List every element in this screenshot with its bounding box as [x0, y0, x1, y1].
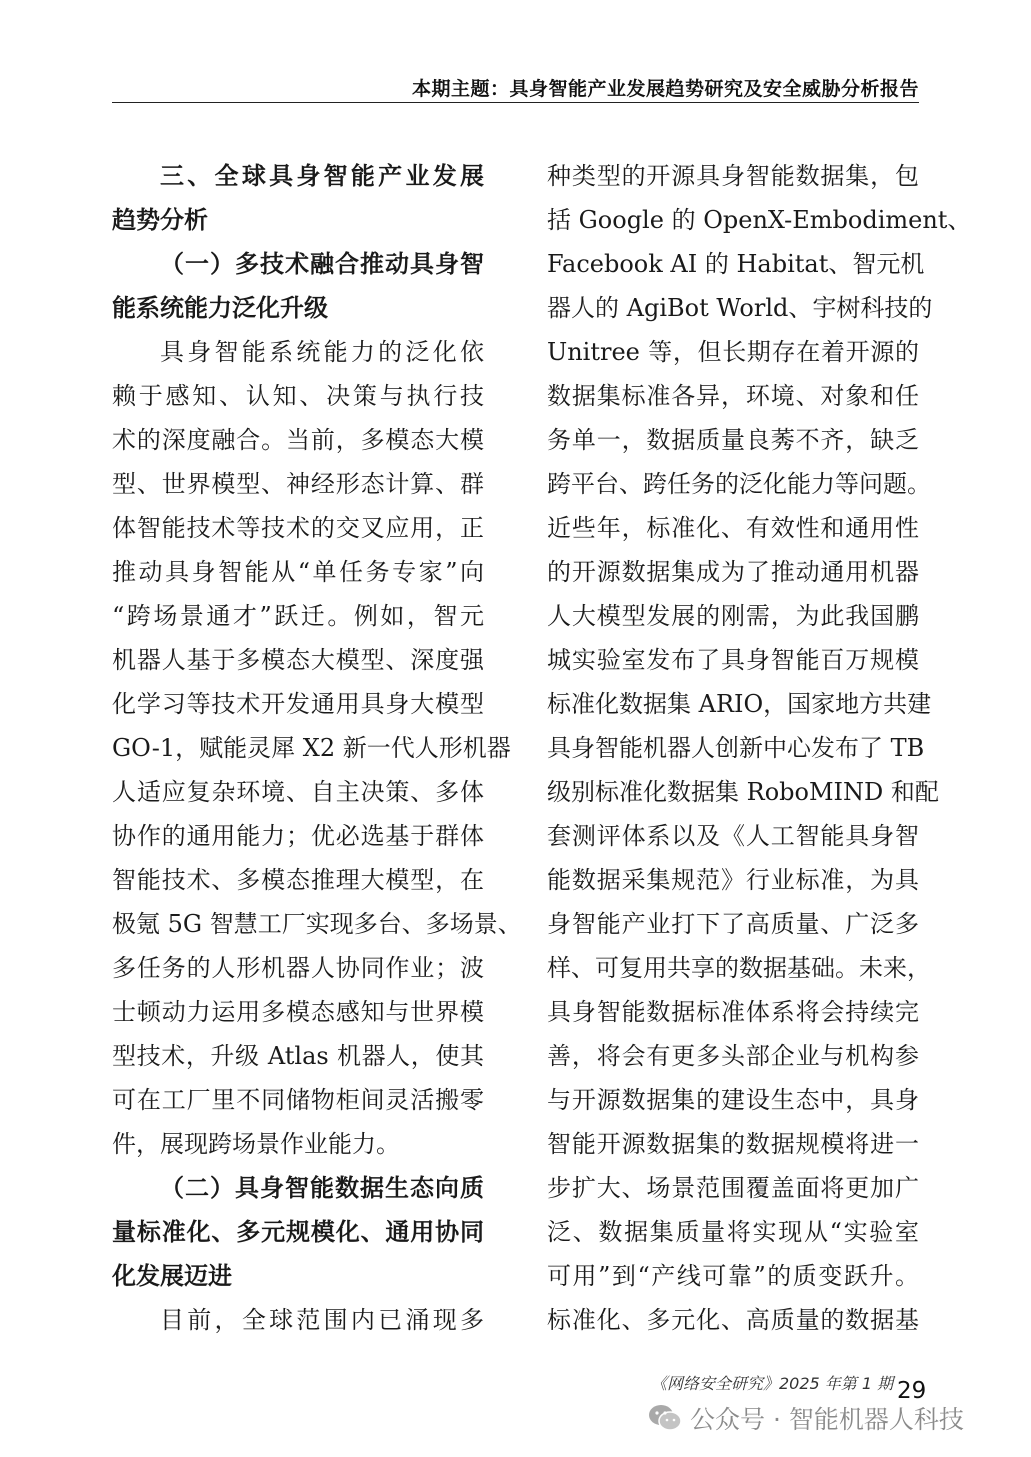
- text-line: 趋势分析: [112, 206, 208, 234]
- text-line: 近些年，标准化、有效性和通用性: [547, 514, 919, 542]
- journal-name: 《网络安全研究》2025 年第 1 期: [651, 1374, 894, 1393]
- text-line: 级别标准化数据集 RoboMIND 和配: [547, 778, 939, 806]
- text-line: 与开源数据集的建设生态中，具身: [547, 1086, 919, 1114]
- text-line: 数据集标准各异，环境、对象和任: [547, 382, 919, 410]
- text-line: 器人的 AgiBot World、宇树科技的: [547, 294, 933, 322]
- text-line: 套测评体系以及《人工智能具身智: [547, 822, 919, 850]
- page-number: 29: [897, 1378, 927, 1404]
- watermark: [648, 1400, 964, 1436]
- text-line: 务单一，数据质量良莠不齐，缺乏: [547, 426, 919, 454]
- text-line: 术的深度融合。当前，多模态大模: [112, 426, 484, 454]
- text-line: 量标准化、多元规模化、通用协同: [112, 1218, 484, 1246]
- text-line: 多任务的人形机器人协同作业；波: [112, 954, 484, 982]
- text-line: 智能开源数据集的数据规模将进一: [547, 1130, 919, 1158]
- text-line: 人大模型发展的刚需，为此我国鹏: [547, 602, 919, 630]
- header-divider: [112, 102, 919, 103]
- text-line: 具身智能机器人创新中心发布了 TB: [547, 734, 925, 762]
- text-line: Facebook AI 的 Habitat、智元机: [547, 250, 925, 278]
- text-line: 智能技术、多模态推理大模型，在: [112, 866, 484, 894]
- text-line: “跨场景通才”跃迁。例如，智元: [112, 602, 484, 630]
- text-line: 步扩大、场景范围覆盖面将更加广: [547, 1174, 919, 1202]
- text-line: 的开源数据集成为了推动通用机器: [547, 558, 919, 586]
- text-line: 身智能产业打下了高质量、广泛多: [547, 910, 919, 938]
- text-line: 三、全球具身智能产业发展: [160, 162, 484, 190]
- text-line: 城实验室发布了具身智能百万规模: [547, 646, 919, 674]
- text-line: 跨平台、跨任务的泛化能力等问题。: [547, 470, 931, 498]
- text-line: 型技术，升级 Atlas 机器人，使其: [112, 1042, 484, 1070]
- text-line: 化学习等技术开发通用具身大模型: [112, 690, 484, 718]
- text-line: 型、世界模型、神经形态计算、群: [112, 470, 484, 498]
- text-line: 标准化、多元化、高质量的数据基: [547, 1306, 919, 1334]
- text-line: 具身智能系统能力的泛化依: [160, 338, 484, 366]
- text-line: 士顿动力运用多模态感知与世界模: [112, 998, 484, 1026]
- text-line: 泛、数据集质量将实现从“实验室: [547, 1218, 919, 1246]
- text-line: 具身智能数据标准体系将会持续完: [547, 998, 919, 1026]
- text-line: 机器人基于多模态大模型、深度强: [112, 646, 484, 674]
- wechat-icon: [648, 1404, 682, 1432]
- text-line: 能系统能力泛化升级: [112, 294, 328, 322]
- text-line: 标准化数据集 ARIO，国家地方共建: [547, 690, 932, 718]
- text-line: 善，将会有更多头部企业与机构参: [547, 1042, 919, 1070]
- text-line: 件，展现跨场景作业能力。: [112, 1130, 400, 1158]
- text-line: 可在工厂里不同储物柜间灵活搬零: [112, 1086, 484, 1114]
- text-line: （二）具身智能数据生态向质: [160, 1174, 484, 1202]
- text-line: 化发展迈进: [112, 1262, 232, 1290]
- text-line: 括 Google 的 OpenX-Embodiment、: [547, 206, 972, 234]
- text-line: Unitree 等，但长期存在着开源的: [547, 338, 919, 366]
- left-column: [112, 154, 522, 1342]
- right-column: [547, 154, 972, 1342]
- text-line: 种类型的开源具身智能数据集，包: [547, 162, 919, 190]
- text-line: 协作的通用能力；优必选基于群体: [112, 822, 484, 850]
- text-line: 样、可复用共享的数据基础。未来，: [547, 954, 931, 982]
- text-line: 赖于感知、认知、决策与执行技: [112, 382, 484, 410]
- text-line: 体智能技术等技术的交叉应用，正: [112, 514, 484, 542]
- text-line: GO-1，赋能灵犀 X2 新一代人形机器: [112, 734, 511, 762]
- header-title: 本期主题：具身智能产业发展趋势研究及安全威胁分析报告: [411, 78, 919, 100]
- text-line: （一）多技术融合推动具身智: [160, 250, 484, 278]
- text-line: 推动具身智能从“单任务专家”向: [112, 558, 484, 586]
- watermark-text: 公众号 · 智能机器人科技: [690, 1405, 964, 1434]
- text-line: 可用”到“产线可靠”的质变跃升。: [547, 1262, 919, 1290]
- text-line: 能数据采集规范》行业标准，为具: [547, 866, 919, 894]
- text-line: 目前，全球范围内已涌现多: [160, 1306, 484, 1334]
- text-line: 极氪 5G 智慧工厂实现多台、多场景、: [112, 910, 522, 938]
- text-line: 人适应复杂环境、自主决策、多体: [112, 778, 484, 806]
